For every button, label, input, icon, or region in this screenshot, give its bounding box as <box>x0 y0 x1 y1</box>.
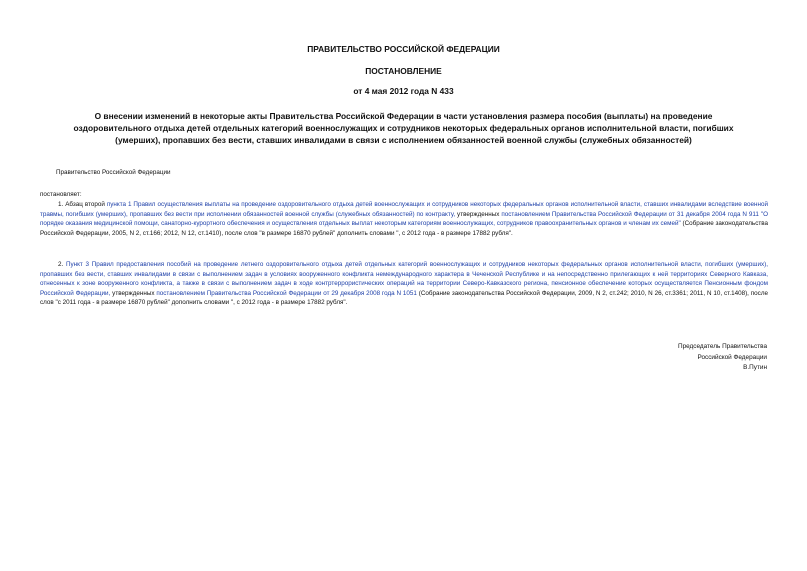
document-title: О внесении изменений в некоторые акты Правительства Российской Федерации в части установления размера пособия (выплаты) на проведение оздоровительного отдыха детей отдельных категорий военнослужащих и сотрудников некоторых федеральных органов исполнительной власти, погибших (умерших), пропавших без вести, ставших инвалидами в связи с исполнением обязанностей военной службы (служебных обязанностей) <box>73 111 734 145</box>
signature-line-2: Российской Федерации <box>697 353 767 361</box>
signature-block <box>678 342 767 374</box>
p1-mid: утвержденных <box>455 210 502 218</box>
p2-prefix: 2. <box>58 261 66 268</box>
paragraph-1 <box>40 200 768 238</box>
p2-suffix: (Собрание законодательства Российской Федерации, 2009, N 2, ст.242; 2010, N 26, ст.3361; 2011, N 10, ст.1408), после слов "с 2011 года - в размере 16870 рублей" дополнить словами ", с 2012 года - в размере 17882 рубля". <box>40 289 769 306</box>
p2-link-rules[interactable]: Пункт 3 Правил предоставления пособий на проведение летнего оздоровительного отдыха детей отдельных категорий военнослужащих и сотрудников некоторых федеральных органов исполнительной власти, погибших (умерших), пропавших без вести, ставших инвалидами в связи с выполнением задач в условиях вооруженного конфликта немеждународного характера в Чеченской Республике и на непосредственно прилегающих к ней территориях Северного Кавказа, отнесенных к зоне вооруженного конфликта, а также в связи с выполнением задач в ходе контртеррористических операций на территории Северо-Кавказского региона, пенсионное обеспечение которых осуществляется Пенсионным фондом Российской Федерации, <box>40 261 768 297</box>
p1-prefix: 1. Абзац второй <box>58 201 107 208</box>
signature-line-3: В.Путин <box>743 364 767 371</box>
p1-suffix: (Собрание законодательства Российской Федерации, 2005, N 2, ст.166; 2012, N 12, ст.1410), после слов "в размере 16870 рублей" дополнить словами ", с 2012 года - в размере 17882 рубля". <box>40 220 769 237</box>
paragraph-2 <box>40 260 768 308</box>
body-government: Правительство Российской Федерации <box>56 169 171 176</box>
p2-link-decree[interactable]: постановлением Правительства Российской Федерации от 29 декабря 2008 года N 1051 <box>156 289 417 297</box>
header-doc-type: ПОСТАНОВЛЕНИЕ <box>365 66 442 76</box>
signature-line-1: Председатель Правительства <box>678 343 767 350</box>
p1-link-decree[interactable]: постановлением Правительства Российской Федерации от 31 декабря 2004 года N 911 "О порядке оказания медицинской помощи, санаторно-курортного обеспечения и осуществления отдельных выплат некоторым категориям военнослужащих, сотрудников правоохранительных органов и членам их семей" <box>40 210 769 227</box>
body-decides: постановляет: <box>40 191 82 198</box>
header-government: ПРАВИТЕЛЬСТВО РОССИЙСКОЙ ФЕДЕРАЦИИ <box>307 44 500 54</box>
p1-link-rules[interactable]: пункта 1 Правил осуществления выплаты на проведение оздоровительного отдыха детей военнослужащих и сотрудников некоторых федеральных органов исполнительной власти, ставших инвалидами вследствие военной травмы, погибших (умерших), пропавших без вести при исполнении обязанностей военной службы (служебных обязанностей) по контракту, <box>40 201 768 218</box>
header-date-number: от 4 мая 2012 года N 433 <box>353 86 454 96</box>
p2-mid: утвержденных <box>110 289 157 297</box>
